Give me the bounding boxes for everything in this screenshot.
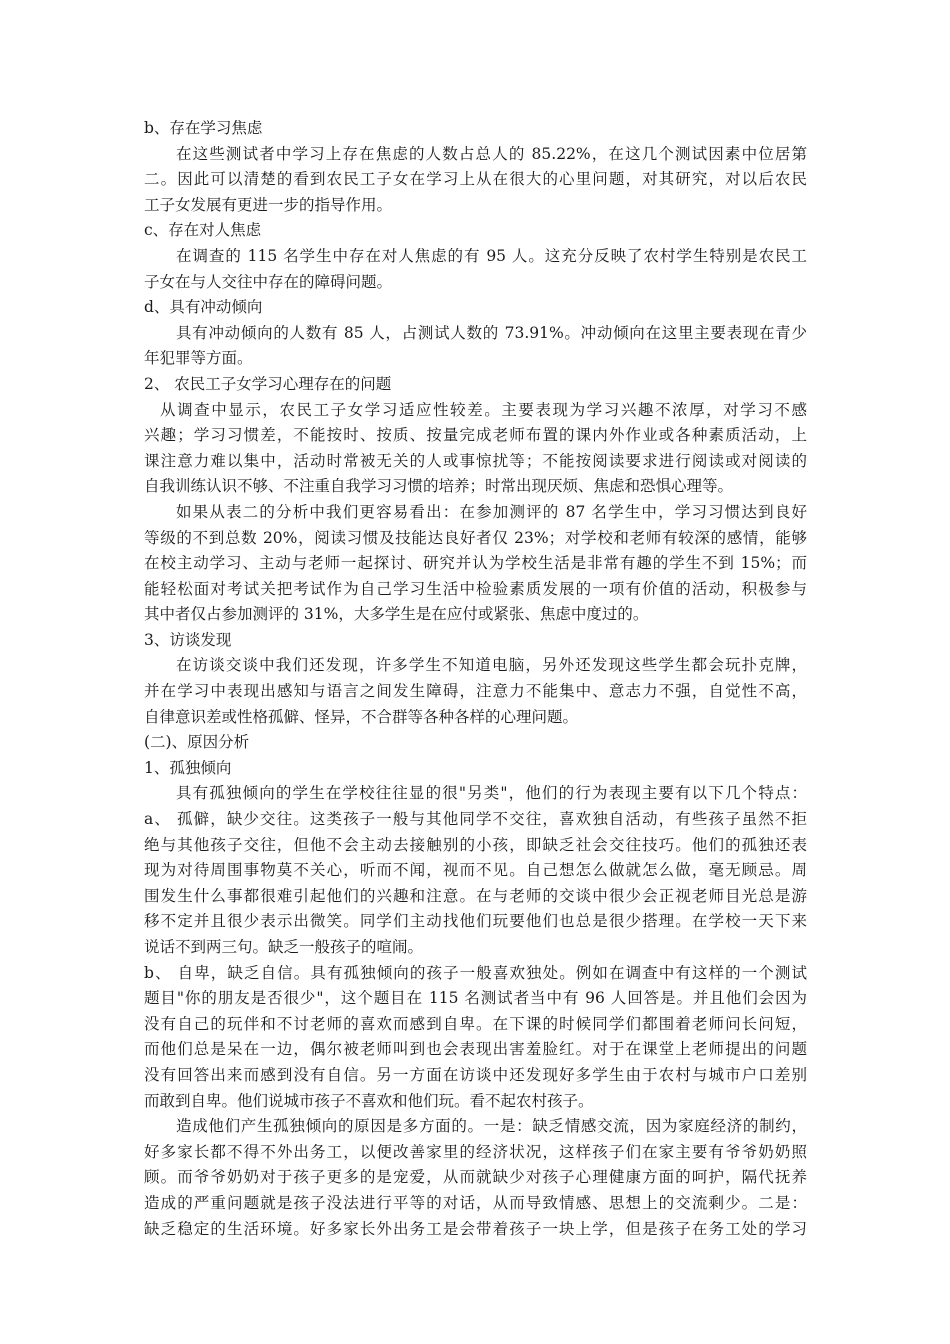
text-line: 围发生什么事都很难引起他们的兴趣和注意。在与老师的交谈中很少会正视老师目光总是游 bbox=[144, 886, 807, 905]
text-line: 工子女发展有更进一步的指导作用。 bbox=[144, 195, 393, 214]
text-line: 具有孤独倾向的学生在学校往往显的很"另类"，他们的行为表现主要有以下几个特点： bbox=[176, 784, 807, 803]
text-line: 造成的严重问题就是孩子没法进行平等的对话，从而导致情感、思想上的交流剩少。二是： bbox=[144, 1193, 807, 1212]
text-line: 在这些测试者中学习上存在焦虑的人数占总人的 85.22%，在这几个测试因素中位居第 bbox=[176, 144, 807, 163]
text-line: 具有冲动倾向的人数有 85 人，占测试人数的 73.91%。冲动倾向在这里主要表现在青少 bbox=[176, 323, 807, 342]
document-body bbox=[144, 116, 807, 1242]
text-line: 没有回答出来而感到没有自信。另一方面在访谈中还发现好多学生由于农村与城市户口差别 bbox=[144, 1065, 807, 1084]
text-line: 顾。而爷爷奶奶对于孩子更多的是宠爱，从而就缺少对孩子心理健康方面的呵护，隔代抚养 bbox=[144, 1168, 807, 1187]
text-line: 而他们总是呆在一边，偶尔被老师叫到也会表现出害羞脸红。对于在课堂上老师提出的问题 bbox=[144, 1040, 807, 1059]
text-line: 移不定并且很少表示出微笑。同学们主动找他们玩要他们也总是很少搭理。在学校一天下来 bbox=[144, 912, 807, 931]
text-line: 课注意力难以集中，活动时常被无关的人或事惊扰等；不能按阅读要求进行阅读或对阅读的 bbox=[144, 451, 807, 470]
text-line: c、存在对人焦虑 bbox=[144, 221, 262, 240]
text-line: 兴趣；学习习惯差，不能按时、按质、按量完成老师布置的课内外作业或各种素质活动，上 bbox=[144, 426, 807, 445]
text-line: 现为对待周围事物莫不关心，听而不闻，视而不见。自己想怎么做就怎么做，毫无顾忌。周 bbox=[144, 861, 807, 880]
text-line: 自律意识差或性格孤僻、怪异，不合群等各种各样的心理问题。 bbox=[144, 707, 579, 726]
text-line: 2、 农民工子女学习心理存在的问题 bbox=[144, 374, 392, 393]
text-line: 说话不到两三句。缺乏一般孩子的喧闹。 bbox=[144, 938, 424, 956]
text-line: 子女在与人交往中存在的障碍问题。 bbox=[144, 272, 393, 291]
text-line: 自我训练认识不够、不注重自我学习习惯的培养；时常出现厌烦、焦虑和恐惧心理等。 bbox=[144, 477, 734, 496]
text-line: 能轻松面对考试关把考试作为自己学习生活中检验素质发展的一项有价值的活动，积极参与 bbox=[144, 579, 807, 598]
text-line: 其中者仅占参加测评的 31%，大多学生是在应付或紧张、焦虑中度过的。 bbox=[144, 605, 649, 624]
text-line: 3、访谈发现 bbox=[144, 630, 232, 649]
text-line: 并在学习中表现出感知与语言之间发生障碍，注意力不能集中、意志力不强，自觉性不高， bbox=[144, 682, 807, 701]
text-line: 在校主动学习、主动与老师一起探讨、研究并认为学校生活是非常有趣的学生不到 15%；而 bbox=[144, 554, 807, 573]
text-line: 如果从表二的分析中我们更容易看出：在参加测评的 87 名学生中，学习习惯达到良好 bbox=[176, 502, 807, 521]
text-line: 而敢到自卑。他们说城市孩子不喜欢和他们玩。看不起农村孩子。 bbox=[144, 1091, 594, 1110]
text-line: 从调查中显示，农民工子女学习适应性较差。主要表现为学习兴趣不浓厚，对学习不感 bbox=[160, 400, 807, 419]
text-line: b、 自卑，缺乏自信。具有孤独倾向的孩子一般喜欢独处。例如在调查中有这样的一个测试 bbox=[144, 963, 807, 982]
text-line: 在访谈交谈中我们还发现，许多学生不知道电脑，另外还发现这些学生都会玩扑克牌， bbox=[176, 656, 807, 675]
text-line: 绝与其他孩子交往，但他不会主动去接触别的小孩，即缺乏社会交往技巧。他们的孤独还表 bbox=[144, 835, 807, 854]
text-line: 题目"你的朋友是否很少"，这个题目在 115 名测试者当中有 96 人回答是。并且他们会因为 bbox=[144, 989, 807, 1008]
text-line: 1、孤独倾向 bbox=[144, 758, 232, 777]
text-line: 等级的不到总数 20%，阅读习惯及技能达良好者仅 23%；对学校和老师有较深的感情，能够 bbox=[144, 528, 807, 547]
text-line: 二。因此可以清楚的看到农民工子女在学习上从在很大的心里问题，对其研究，对以后农民 bbox=[144, 170, 807, 189]
text-line: 没有自己的玩伴和不讨老师的喜欢而感到自卑。在下课的时候同学们都围着老师问长问短， bbox=[144, 1014, 807, 1033]
text-line: d、具有冲动倾向 bbox=[144, 298, 263, 317]
text-line: (二)、原因分析 bbox=[144, 733, 250, 752]
text-line: 缺乏稳定的生活环境。好多家长外出务工是会带着孩子一块上学，但是孩子在务工处的学习 bbox=[144, 1219, 807, 1238]
text-line: b、存在学习焦虑 bbox=[144, 119, 263, 137]
text-line: a、 孤僻，缺少交往。这类孩子一般与其他同学不交往，喜欢独自活动，有些孩子虽然不拒 bbox=[144, 810, 807, 829]
text-line: 造成他们产生孤独倾向的原因是多方面的。一是：缺乏情感交流，因为家庭经济的制约， bbox=[176, 1117, 807, 1136]
text-line: 在调查的 115 名学生中存在对人焦虑的有 95 人。这充分反映了农村学生特别是农民工 bbox=[176, 246, 807, 265]
text-line: 年犯罪等方面。 bbox=[144, 349, 253, 368]
text-line: 好多家长都不得不外出务工，以便改善家里的经济状况，这样孩子们在家主要有爷爷奶奶照 bbox=[144, 1142, 807, 1161]
